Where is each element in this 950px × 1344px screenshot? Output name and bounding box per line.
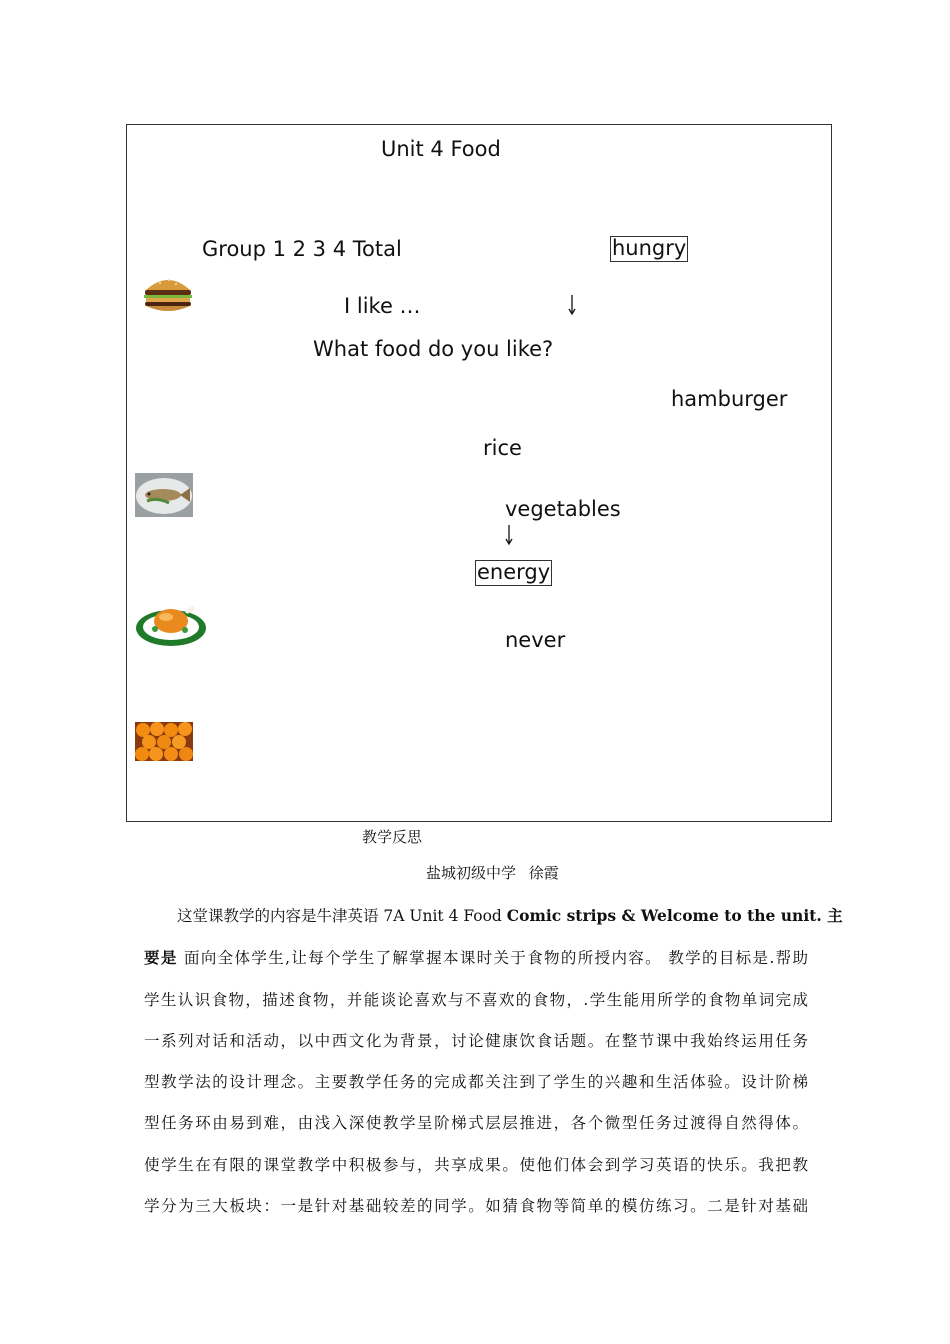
arrow-down-icon: [566, 294, 578, 316]
roast-chicken-image: [135, 596, 207, 648]
reflection-paragraph: [144, 895, 843, 1227]
paragraph-line: 一系列对话和活动，以中西文化为背景，讨论健康饮食话题。在整节课中我始终运用任务: [144, 1031, 808, 1050]
board-title: Unit 4 Food: [381, 137, 501, 161]
hamburger-image: [142, 274, 194, 314]
energy-box: energy: [477, 560, 551, 584]
line-bold-text: 要是: [144, 948, 178, 968]
oranges-image: [135, 722, 193, 761]
i-like-text: I like …: [344, 294, 421, 318]
paragraph-line: 学分为三大板块：一是针对基础较差的同学。如猜食物等简单的模仿练习。二是针对基础: [144, 1197, 808, 1216]
question-text: What food do you like?: [313, 337, 554, 361]
line-bold-text: Comic strips & Welcome to the unit. 主: [506, 906, 843, 925]
hungry-box: hungry: [612, 236, 687, 260]
reflection-title: 教学反思: [362, 828, 423, 846]
paragraph-line: [144, 895, 843, 937]
hamburger-word: hamburger: [671, 387, 788, 411]
paragraph-line: 型任务环由易到难，由浅入深使教学呈阶梯式层层推进，各个微型任务过渡得自然得体。: [144, 1114, 808, 1133]
paragraph-line: 学生认识食物，描述食物，并能谈论喜欢与不喜欢的食物，.学生能用所学的食物单词完成: [144, 990, 808, 1009]
line-text: 这堂课教学的内容是牛津英语 7A Unit 4 Food: [177, 907, 507, 925]
paragraph-line: [144, 937, 808, 979]
paragraph-line: 型教学法的设计理念。主要教学任务的完成都关注到了学生的兴趣和生活体验。设计阶梯: [144, 1073, 808, 1092]
author-line: 盐城初级中学 徐霞: [426, 864, 559, 882]
blackboard-design-frame: [126, 124, 832, 822]
never-word: never: [505, 628, 566, 652]
paragraph-line: 使学生在有限的课堂教学中积极参与，共享成果。使他们体会到学习英语的快乐。我把教: [144, 1155, 808, 1174]
arrow-down-icon: [503, 524, 515, 546]
group-total-line: Group 1 2 3 4 Total: [202, 237, 402, 261]
rice-word: rice: [483, 436, 522, 460]
fish-dish-image: [135, 473, 193, 517]
line-text: 面向全体学生,让每个学生了解掌握本课时关于食物的所授内容。 教学的目标是.帮助: [177, 949, 808, 968]
vegetables-word: vegetables: [505, 497, 621, 521]
